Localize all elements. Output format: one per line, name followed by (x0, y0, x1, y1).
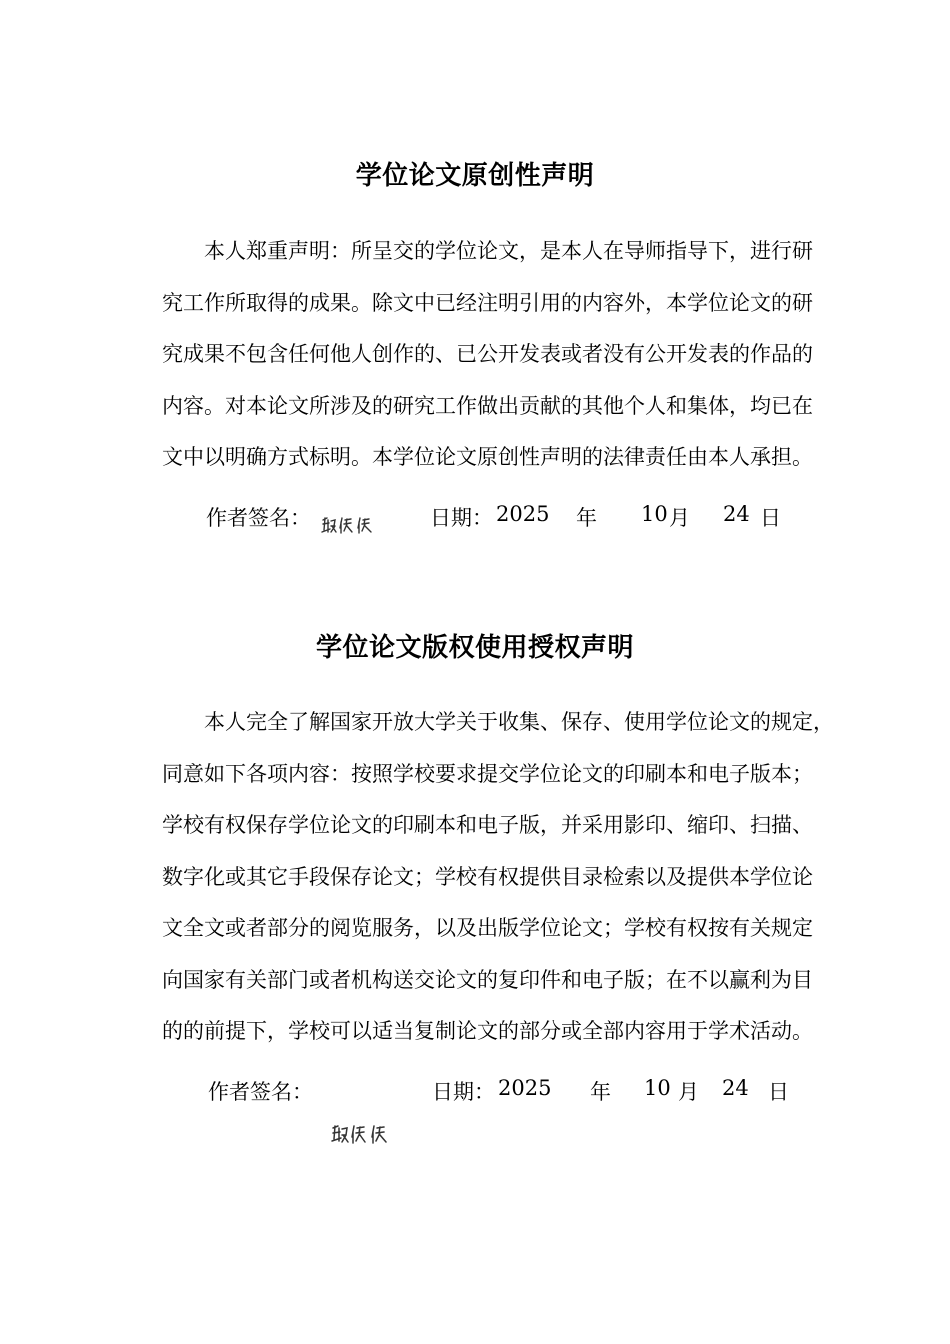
copyright-day-unit: 日 (768, 1080, 789, 1104)
paragraph-line: 本人郑重声明：所呈交的学位论文，是本人在导师指导下，进行研 (204, 239, 813, 263)
copyright-date-month: 10 (644, 1076, 671, 1100)
handwritten-signature (320, 512, 382, 538)
copyright-title: 学位论文版权使用授权声明 (315, 633, 634, 663)
paragraph-line: 文中以明确方式标明。本学位论文原创性声明的法律责任由本人承担。 (162, 445, 813, 469)
paragraph-line: 究成果不包含任何他人创作的、已公开发表或者没有公开发表的作品的 (162, 342, 813, 366)
copyright-date-label: 日期： (432, 1080, 495, 1104)
originality-date-year: 2025 (496, 502, 550, 526)
originality-date-month: 10 (641, 502, 668, 526)
copyright-month-unit: 月 (678, 1080, 699, 1104)
copyright-year-unit: 年 (590, 1080, 611, 1104)
paragraph-line: 文全文或者部分的阅览服务，以及出版学位论文；学校有权按有关规定 (162, 916, 813, 940)
copyright-paragraph (162, 697, 862, 1058)
originality-paragraph (162, 226, 862, 484)
originality-signature-label: 作者签名： (206, 506, 311, 530)
paragraph-line: 本人完全了解国家开放大学关于收集、保存、使用学位论文的规定， (204, 710, 834, 734)
originality-month-unit: 月 (669, 506, 690, 530)
originality-day-unit: 日 (760, 506, 781, 530)
paragraph-line: 学校有权保存学位论文的印刷本和电子版，并采用影印、缩印、扫描、 (162, 813, 813, 837)
paragraph-line: 内容。对本论文所涉及的研究工作做出贡献的其他个人和集体，均已在 (162, 393, 813, 418)
originality-date-day: 24 (723, 502, 750, 526)
paragraph-line: 数字化或其它手段保存论文；学校有权提供目录检索以及提供本学位论 (162, 864, 813, 889)
paragraph-line: 的的前提下，学校可以适当复制论文的部分或全部内容用于学术活动。 (162, 1019, 813, 1043)
paragraph-line: 同意如下各项内容：按照学校要求提交学位论文的印刷本和电子版本； (162, 761, 813, 786)
originality-year-unit: 年 (576, 506, 597, 530)
originality-date-label: 日期： (430, 506, 493, 530)
copyright-date-day: 24 (722, 1076, 749, 1100)
paragraph-line: 究工作所取得的成果。除文中已经注明引用的内容外，本学位论文的研 (162, 290, 813, 315)
originality-title: 学位论文原创性声明 (355, 161, 595, 191)
copyright-signature-label: 作者签名： (208, 1080, 313, 1104)
copyright-date-year: 2025 (498, 1076, 552, 1100)
paragraph-line: 向国家有关部门或者机构送交论文的复印件和电子版；在不以赢利为目 (162, 967, 813, 992)
handwritten-signature (330, 1120, 398, 1148)
